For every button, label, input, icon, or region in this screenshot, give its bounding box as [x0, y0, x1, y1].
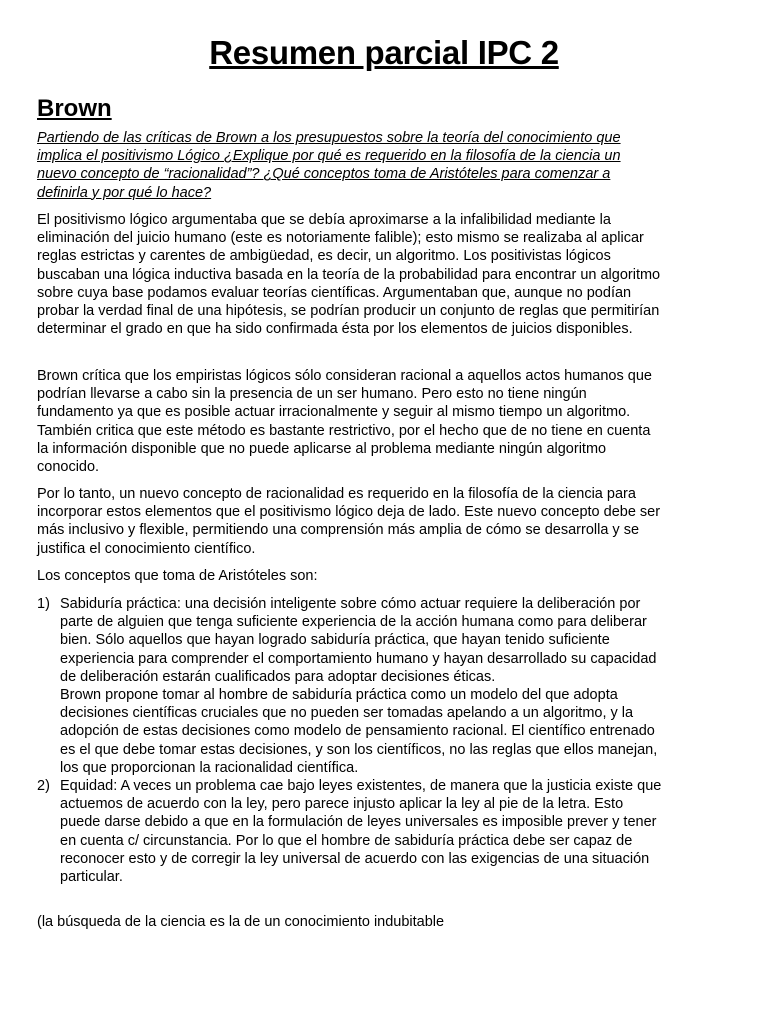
- list-item-number: 1): [37, 596, 50, 612]
- list-item-text: Sabiduría práctica: una decisión inteligente sobre cómo actuar requiere la deliberación por parte de alguien que tenga suficiente experiencia de la acción humana como para deliberar bien. Sólo aquellos que hayan logrado sabiduría práctica, que hayan tenido suficiente experiencia para comprender el comportamiento humano y hayan desarrollado su capacidad de deliberación estarán cualificados para adoptar decisiones éticas.: [60, 596, 657, 685]
- paragraph-1: El positivismo lógico argumentaba que se debía aproximarse a la infalibilidad mediante la eliminación del juicio humano (este es notoriamente falible); esto mismo se realizaba al aplicar reglas estrictas y carentes de ambigüedad, es decir, un algoritmo. Los positivistas lógicos buscaban una lógica inductiva basada en la teoría de la probabilidad para encontrar un algoritmo sobre cuya base podamos evaluar teorías científicas. Argumentaban que, aunque no podían probar la verdad final de una hipótesis, se podrían producir un conjunto de reglas que permitirían determinar el grado en que ha sido confirmada ésta por los elementos de juicios disponibles.: [37, 212, 661, 338]
- concepts-list: [37, 595, 662, 886]
- document-title: Resumen parcial IPC 2: [209, 34, 559, 71]
- paragraph-3: Por lo tanto, un nuevo concepto de racionalidad es requerido en la filosofía de la ciencia para incorporar estos elementos que el positivismo lógico deja de lado. Este nuevo concepto debe ser más inclusivo y flexible, permitiendo una comprensión más amplia de cómo se desarrolla y se justifica el conocimiento científico.: [37, 486, 661, 557]
- paragraph-2: Brown crítica que los empiristas lógicos sólo consideran racional a aquellos actos humanos que podrían llevarse a cabo sin la presencia de un ser humano. Pero esto no tiene ningún fundamento ya que es posible actuar irracionalmente y seguir al mismo tiempo un algoritmo. También critica que este método es bastante restrictivo, por el hecho que de no tiene en cuenta la información disponible que no puede aplicarse al problema mediante ningún algoritmo conocido.: [37, 368, 652, 476]
- list-item-text: Equidad: A veces un problema cae bajo leyes existentes, de manera que la justicia existe que actuemos de acuerdo con la ley, pero parece injusto aplicar la ley al pie de la letra. Esto puede darse debido a que en la formulación de leyes universales es imposible prever y tener en cuenta c/ circunstancia. Por lo que el hombre de sabiduría práctica debe ser capaz de reconocer esto y de corregir la ley universal de acuerdo con las exigencias de una situación particular.: [60, 778, 662, 886]
- paragraph-4: Los conceptos que toma de Aristóteles son:: [37, 568, 318, 584]
- closing-line: (la búsqueda de la ciencia es la de un conocimiento indubitable: [37, 914, 445, 930]
- section-heading: Brown: [37, 95, 112, 122]
- list-item: [37, 777, 662, 886]
- list-item-number: 2): [37, 778, 50, 795]
- exam-question: Partiendo de las críticas de Brown a los presupuestos sobre la teoría del conocimiento que implica el positivismo Lógico ¿Explique por qué es requerido en la filosofía de la ciencia un nuevo concepto de “racionalidad”? ¿Qué conceptos toma de Aristóteles para comenzar a definirla y por qué lo hace?: [37, 130, 621, 201]
- list-item-text: Brown propone tomar al hombre de sabiduría práctica como un modelo del que adopta decisiones científicas cruciales que no pueden ser tomadas apelando a un algoritmo, y la adopción de estas decisiones como modelo de pensamiento racional. El científico entrenado es el que debe tomar estas decisiones, y son los científicos, no las reglas que ellos manejan, los que proporcionan la racionalidad científica.: [60, 687, 658, 776]
- list-item: [37, 595, 662, 777]
